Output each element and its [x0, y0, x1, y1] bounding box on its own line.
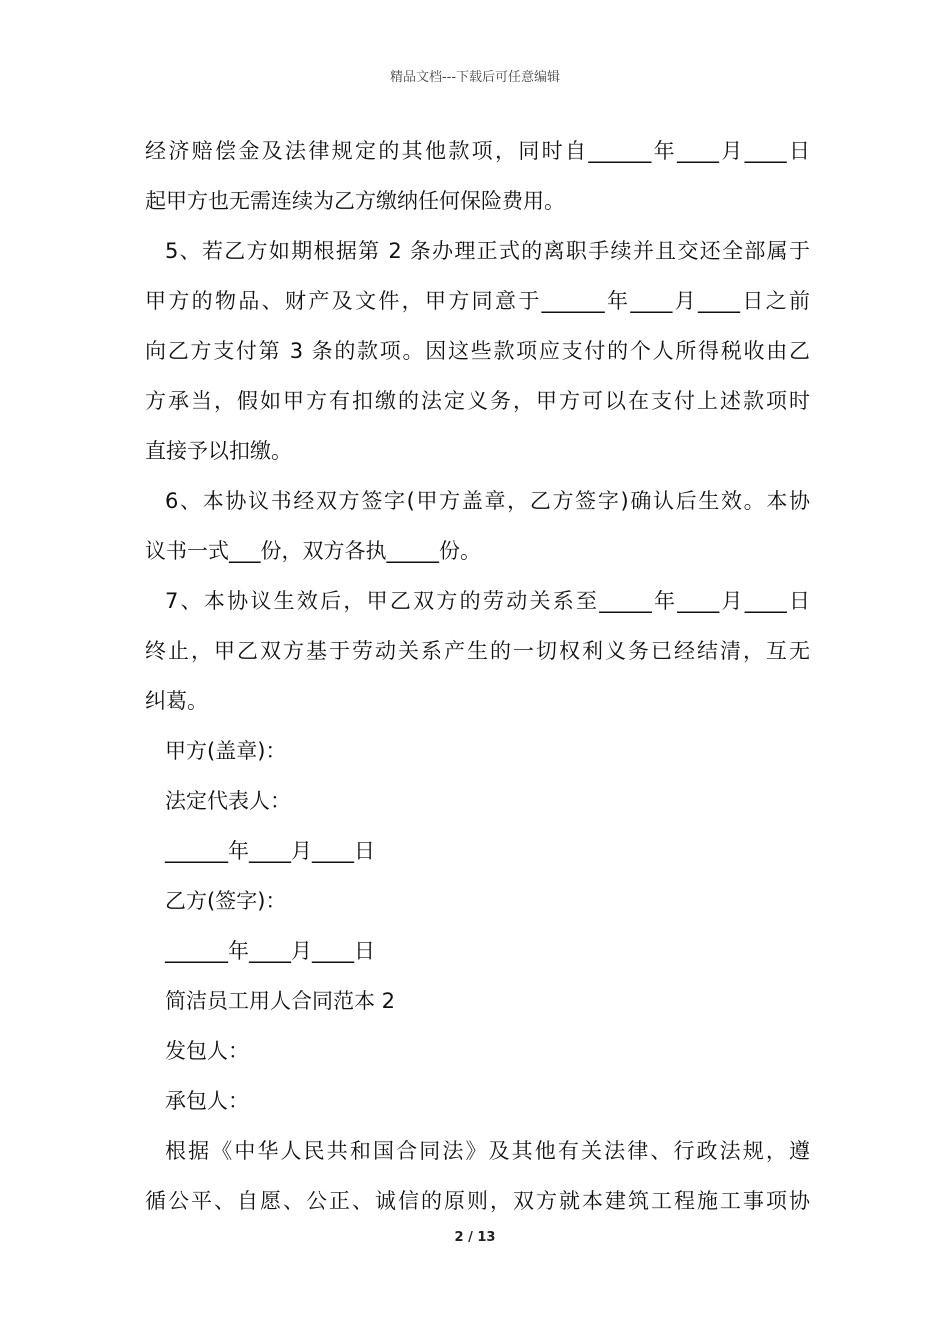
contractor: 承包人： [165, 1089, 249, 1113]
body-line: 纠葛。 [145, 689, 208, 713]
body-line: 循公平、自愿、公正、诚信的原则，双方就本建筑工程施工事项协 [145, 1189, 810, 1213]
body-line: 议书一式___份，双方各执_____份。 [145, 539, 481, 563]
signature-party-a: 甲方(盖章)： [165, 739, 287, 763]
body-line: 起甲方也无需连续为乙方缴纳任何保险费用。 [145, 189, 565, 213]
section-title: 简洁员工用人合同范本 2 [165, 989, 396, 1013]
body-line: 甲方的物品、财产及文件，甲方同意于______年____月____日之前 [145, 289, 810, 313]
body-line: 经济赔偿金及法律规定的其他款项，同时自______年____月____日 [145, 139, 810, 163]
contractor-issuer: 发包人： [165, 1039, 249, 1063]
body-line: 6、本协议书经双方签字(甲方盖章，乙方签字)确认后生效。本协 [165, 489, 810, 513]
page-number: 2 / 13 [454, 1230, 496, 1245]
date-line: ______年____月____日 [165, 839, 375, 863]
body-line: 方承当，假如甲方有扣缴的法定义务，甲方可以在支付上述款项时 [145, 389, 810, 413]
document-body [145, 126, 810, 1226]
body-line: 终止，甲乙双方基于劳动关系产生的一切权利义务已经结清，互无 [145, 639, 810, 663]
body-line: 5、若乙方如期根据第 2 条办理正式的离职手续并且交还全部属于 [165, 239, 810, 263]
body-line: 直接予以扣缴。 [145, 439, 292, 463]
date-line: ______年____月____日 [165, 939, 375, 963]
signature-party-b: 乙方(签字)： [165, 889, 287, 913]
body-line: 向乙方支付第 3 条的款项。因这些款项应支付的个人所得税收由乙 [145, 339, 810, 363]
body-line: 7、本协议生效后，甲乙双方的劳动关系至_____年____月____日 [165, 589, 810, 613]
body-line: 根据《中华人民共和国合同法》及其他有关法律、行政法规，遵 [165, 1139, 810, 1163]
legal-representative: 法定代表人： [165, 789, 291, 813]
page-header: 精品文档---下载后可任意编辑 [389, 70, 561, 85]
